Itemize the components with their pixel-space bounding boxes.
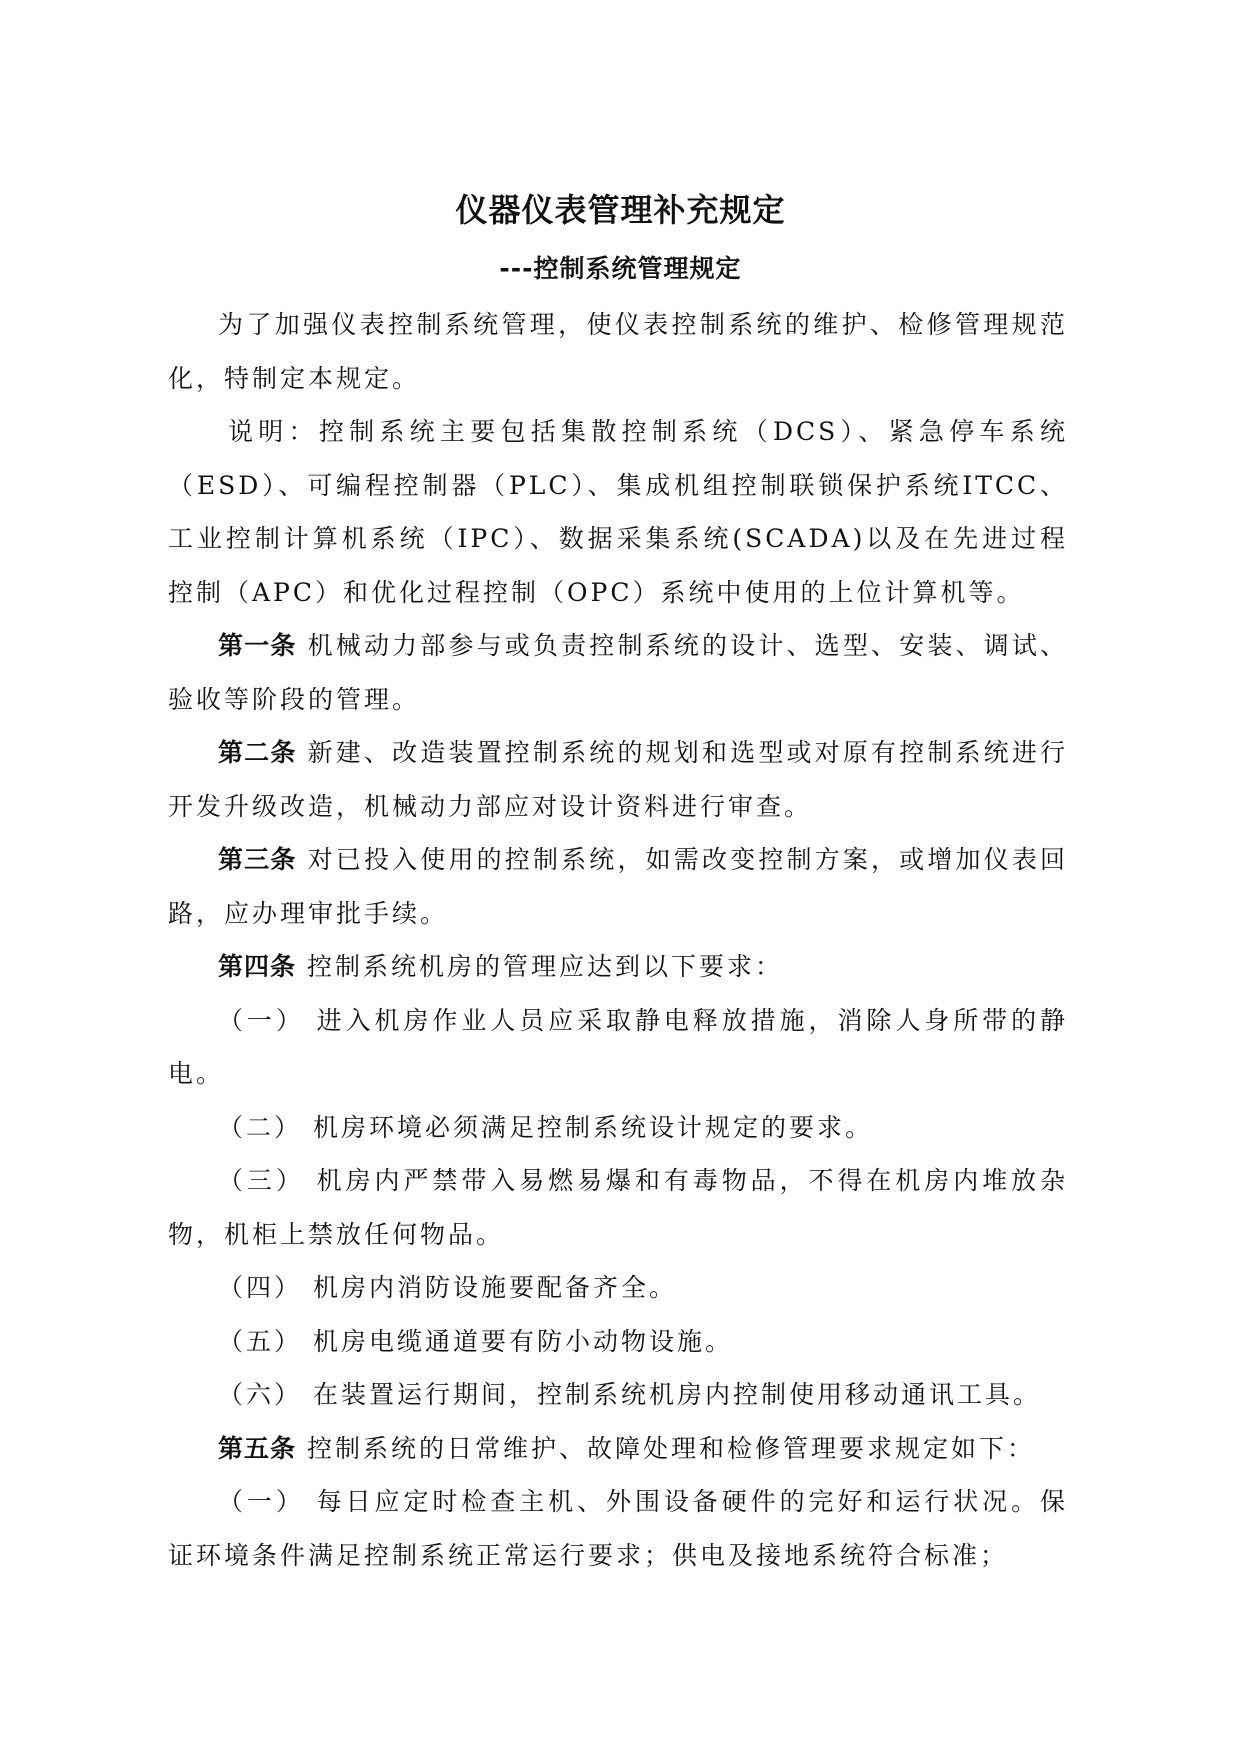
article-number: 第三条 <box>218 845 297 874</box>
article-number: 第四条 <box>218 952 297 981</box>
note-paragraph: 说明：控制系统主要包括集散控制系统（DCS）、紧急停车系统（ESD）、可编程控制器（PLC）、集成机组控制联锁保护系统ITCC、工业控制计算机系统（IPC）、数据采集系统(SCADA)以及在先进过程控制（APC）和优化过程控制（OPC）系统中使用的上位计算机等。 <box>168 417 1068 607</box>
article-number: 第二条 <box>218 738 297 767</box>
article-2 <box>168 726 1068 833</box>
article-number: 第一条 <box>218 631 297 660</box>
article-number: 第五条 <box>218 1433 297 1463</box>
article-4-item: （四） 机房内消防设施要配备齐全。 <box>218 1273 677 1302</box>
document-subtitle: ---控制系统管理规定 <box>499 254 742 283</box>
article-3 <box>168 833 1068 940</box>
article-text: 控制系统的日常维护、故障处理和检修管理要求规定如下： <box>296 1433 1035 1463</box>
intro-paragraph: 为了加强仪表控制系统管理，使仪表控制系统的维护、检修管理规范化，特制定本规定。 <box>168 310 1068 393</box>
document-body <box>168 298 1068 1582</box>
article-4-item: （五） 机房电缆通道要有防小动物设施。 <box>218 1326 733 1356</box>
article-4-item: （三） 机房内严禁带入易燃易爆和有毒物品，不得在机房内堆放杂物，机柜上禁放任何物品。 <box>168 1166 1068 1249</box>
article-5 <box>168 1422 1068 1476</box>
article-text: 对已投入使用的控制系统，如需改变控制方案，或增加仪表回路，应办理审批手续。 <box>168 845 1068 928</box>
article-4 <box>168 940 1068 994</box>
article-4-item: （二） 机房环境必须满足控制系统设计规定的要求。 <box>218 1112 873 1142</box>
article-4-item: （一） 进入机房作业人员应采取静电释放措施，消除人身所带的静电。 <box>168 1005 1068 1088</box>
article-5-item: （一） 每日应定时检查主机、外围设备硬件的完好和运行状况。保证环境条件满足控制系统正常运行要求；供电及接地系统符合标准； <box>168 1487 1068 1570</box>
article-text: 机械动力部参与或负责控制系统的设计、选型、安装、调试、验收等阶段的管理。 <box>168 631 1068 714</box>
article-text: 新建、改造装置控制系统的规划和选型或对原有控制系统进行开发升级改造，机械动力部应对设计资料进行审查。 <box>168 738 1068 821</box>
article-1 <box>168 619 1068 726</box>
article-4-item: （六） 在装置运行期间，控制系统机房内控制使用移动通讯工具。 <box>218 1380 1041 1409</box>
article-text: 控制系统机房的管理应达到以下要求： <box>296 952 783 981</box>
document-title: 仪器仪表管理补充规定 <box>455 191 786 229</box>
